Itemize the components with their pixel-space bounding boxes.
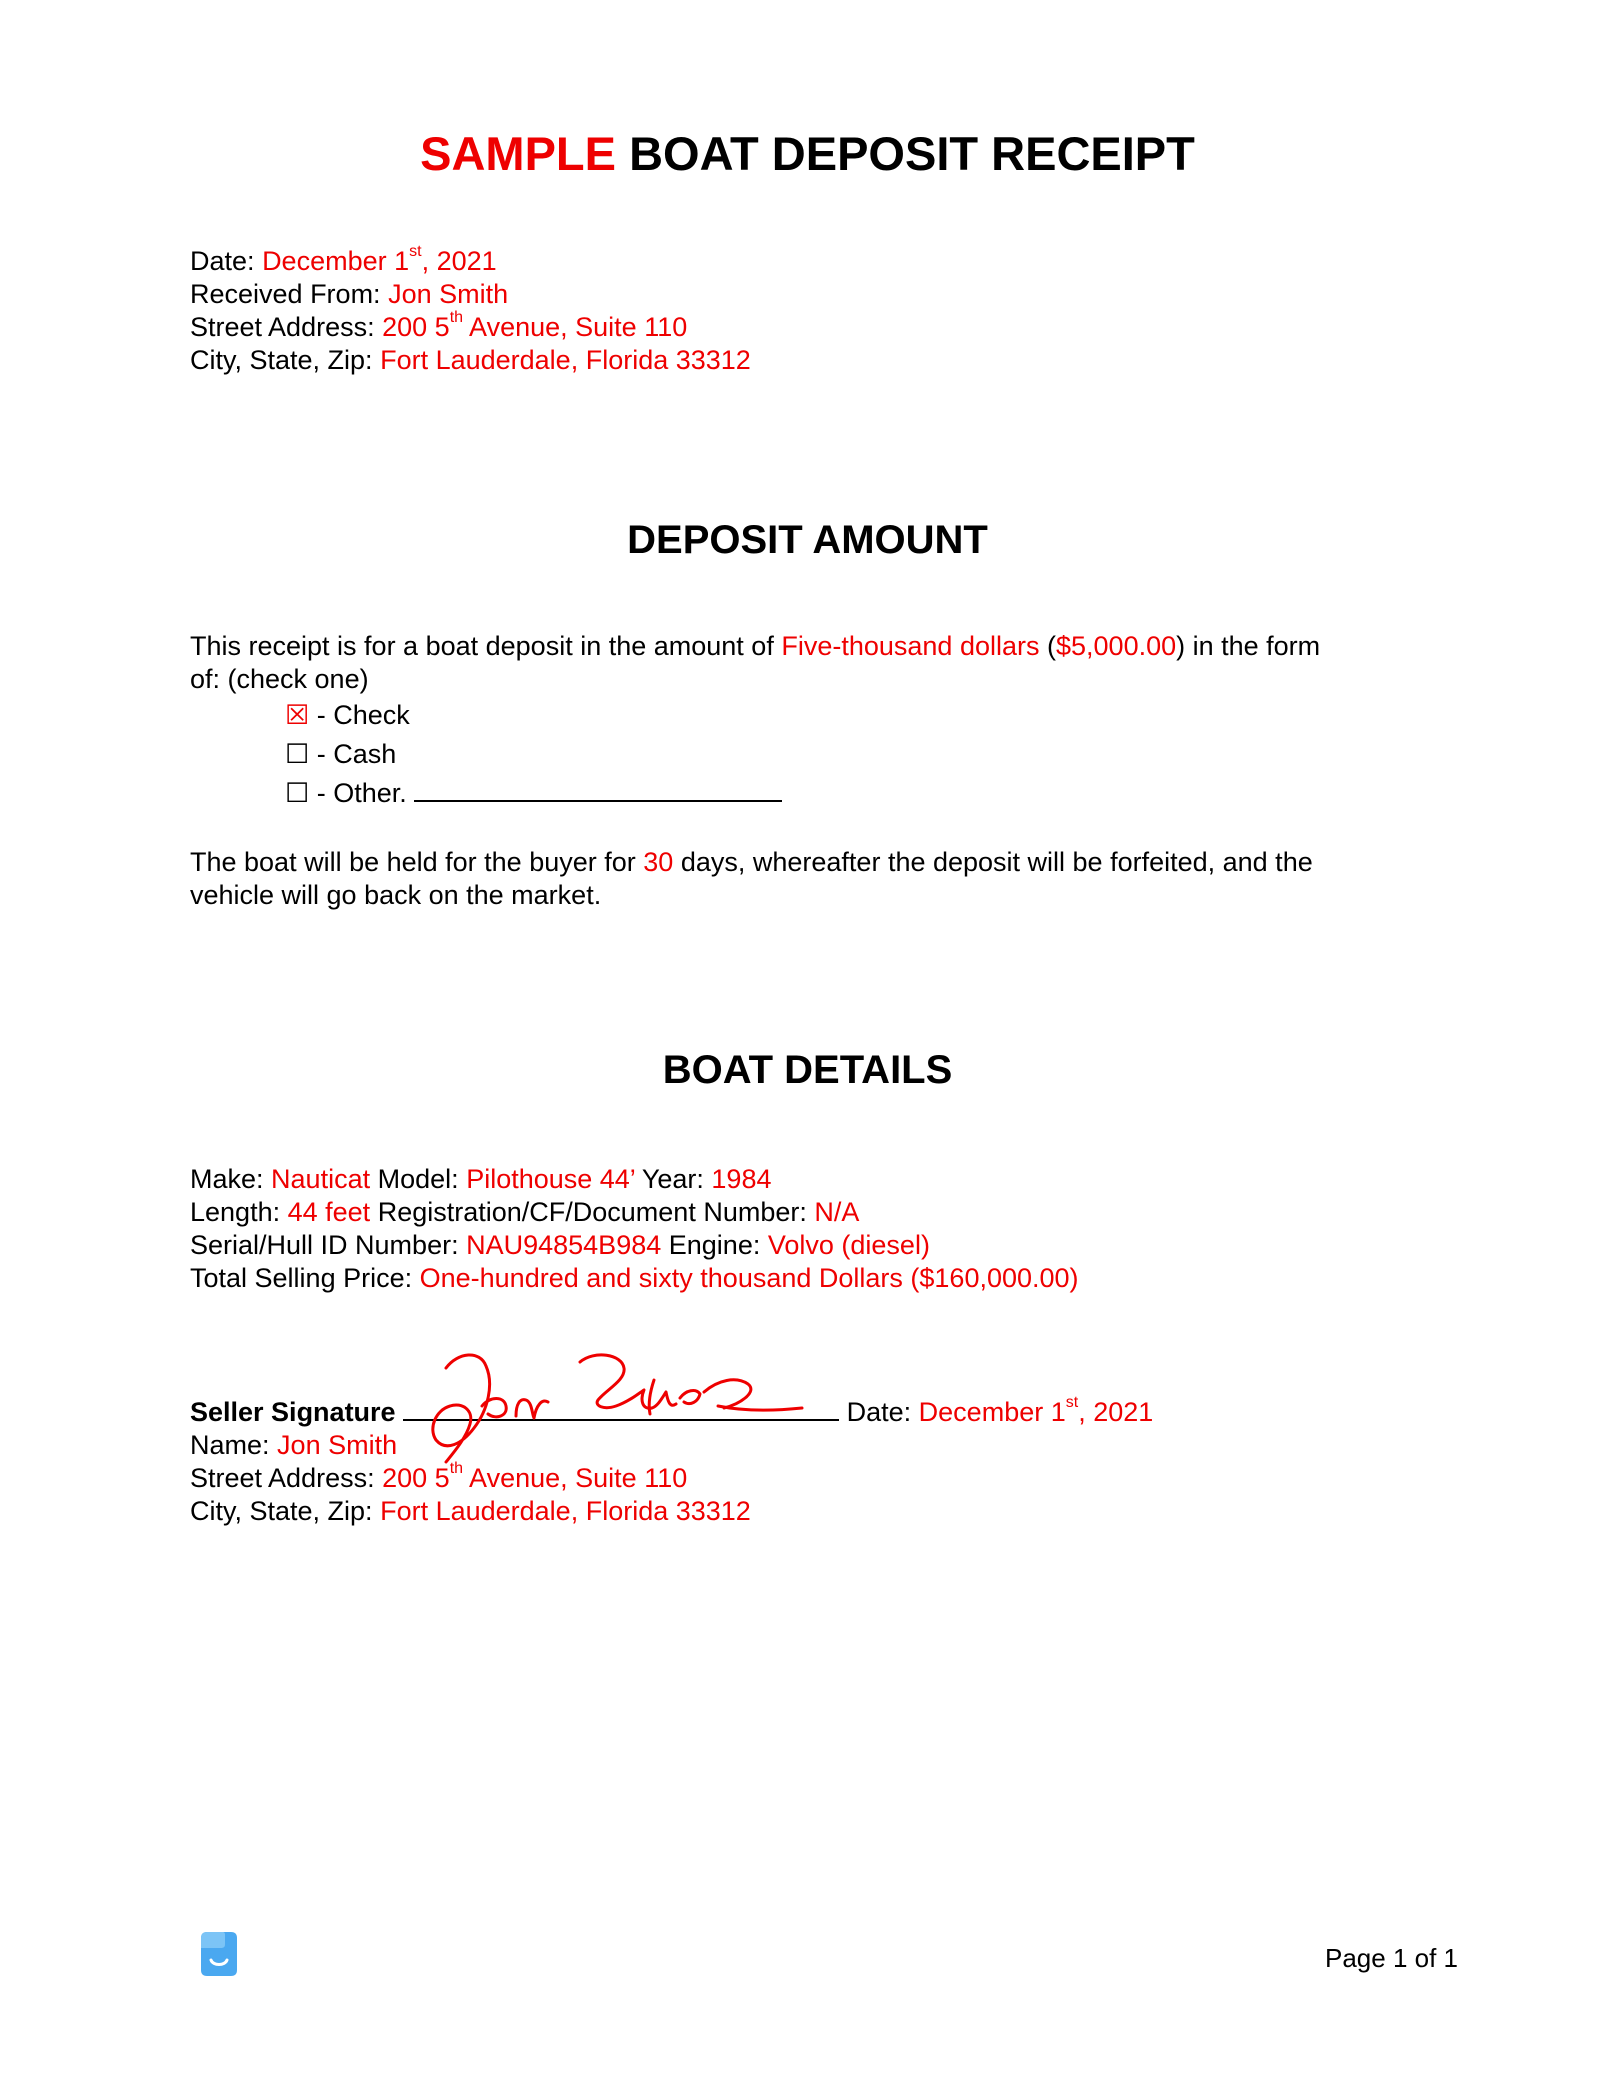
make-value: Nauticat [271,1164,371,1194]
option-check [285,696,1430,735]
seller-street-line: Street Address: 200 5th Avenue, Suite 110 [190,1460,688,1493]
option-cash [285,735,1430,774]
length-registration-line: Length: 44 feet Registration/CF/Document Number: N/A [190,1197,860,1227]
date-line [190,245,1430,278]
option-other-label: - Other. [316,778,407,808]
checkbox-empty-icon[interactable]: ☐ [285,739,310,770]
model-value: Pilothouse 44’ [466,1164,635,1194]
engine-value: Volvo (diesel) [767,1230,930,1260]
received-from-line [190,278,1430,311]
street-label: Street Address: [190,312,375,342]
seller-name-line: Name: Jon Smith [190,1430,398,1460]
document-title [0,126,1615,182]
city-state-zip-line [190,344,1430,377]
price-value: One-hundred and sixty thousand Dollars ($160,000.00) [419,1263,1079,1293]
seller-city-value: Fort Lauderdale, Florida 33312 [380,1496,751,1526]
seller-date-value: December 1st, 2021 [918,1394,1154,1427]
title-rest: BOAT DEPOSIT RECEIPT [629,127,1195,180]
length-value: 44 feet [287,1197,371,1227]
date-label: Date: [190,246,255,276]
serial-engine-line: Serial/Hull ID Number: NAU94854B984 Engine: Volvo (diesel) [190,1230,930,1260]
handwritten-signature [418,1340,828,1470]
hold-period-paragraph: The boat will be held for the buyer for 30 days, whereafter the deposit will be forfeited, and the vehicle will go back on the market. [190,847,1313,910]
app-logo-icon [199,1930,239,1978]
payment-options [190,696,1430,813]
seller-signature-label: Seller Signature [190,1397,396,1427]
hold-days: 30 [643,847,674,877]
other-blank-line[interactable] [414,778,782,802]
city-label: City, State, Zip: [190,345,373,375]
page-number: Page 1 of 1 [1325,1943,1458,1973]
registration-value: N/A [814,1197,860,1227]
year-value: 1984 [711,1164,772,1194]
street-value: 200 5th Avenue, Suite 110 [382,309,688,342]
make-model-year-line: Make: Nauticat Model: Pilothouse 44’ Year: 1984 [190,1164,772,1194]
serial-value: NAU94854B984 [466,1230,662,1260]
boat-details-section [190,1163,1430,1295]
deposit-section [190,630,1430,813]
option-check-label: - Check [316,700,410,730]
city-value: Fort Lauderdale, Florida 33312 [380,345,751,375]
receipt-header-info [190,245,1430,377]
option-cash-label: - Cash [316,739,397,769]
selling-price-line: Total Selling Price: One-hundred and sixty thousand Dollars ($160,000.00) [190,1263,1079,1293]
title-sample: SAMPLE [420,127,616,180]
check-one-line: of: (check one) [190,664,369,694]
street-address-line [190,311,1430,344]
amount-number: $5,000.00 [1056,631,1177,661]
date-value: December 1st, 2021 [262,243,497,276]
received-label: Received From: [190,279,381,309]
seller-city-line: City, State, Zip: Fort Lauderdale, Florida 33312 [190,1496,751,1526]
boat-details-heading: BOAT DETAILS [662,1048,953,1092]
option-other [285,774,1430,813]
received-value: Jon Smith [388,279,509,309]
seller-date-label: Date: [846,1397,912,1427]
seller-name-value: Jon Smith [277,1430,398,1460]
checkbox-checked-icon[interactable]: ☒ [285,700,310,731]
deposit-amount-line: This receipt is for a boat deposit in the amount of Five-thousand dollars ($5,000.00) in the form [190,631,1321,661]
deposit-amount-heading: DEPOSIT AMOUNT [627,518,988,562]
seller-street-value: 200 5th Avenue, Suite 110 [382,1460,688,1493]
checkbox-empty-icon[interactable]: ☐ [285,778,310,809]
amount-words: Five-thousand dollars [781,631,1040,661]
